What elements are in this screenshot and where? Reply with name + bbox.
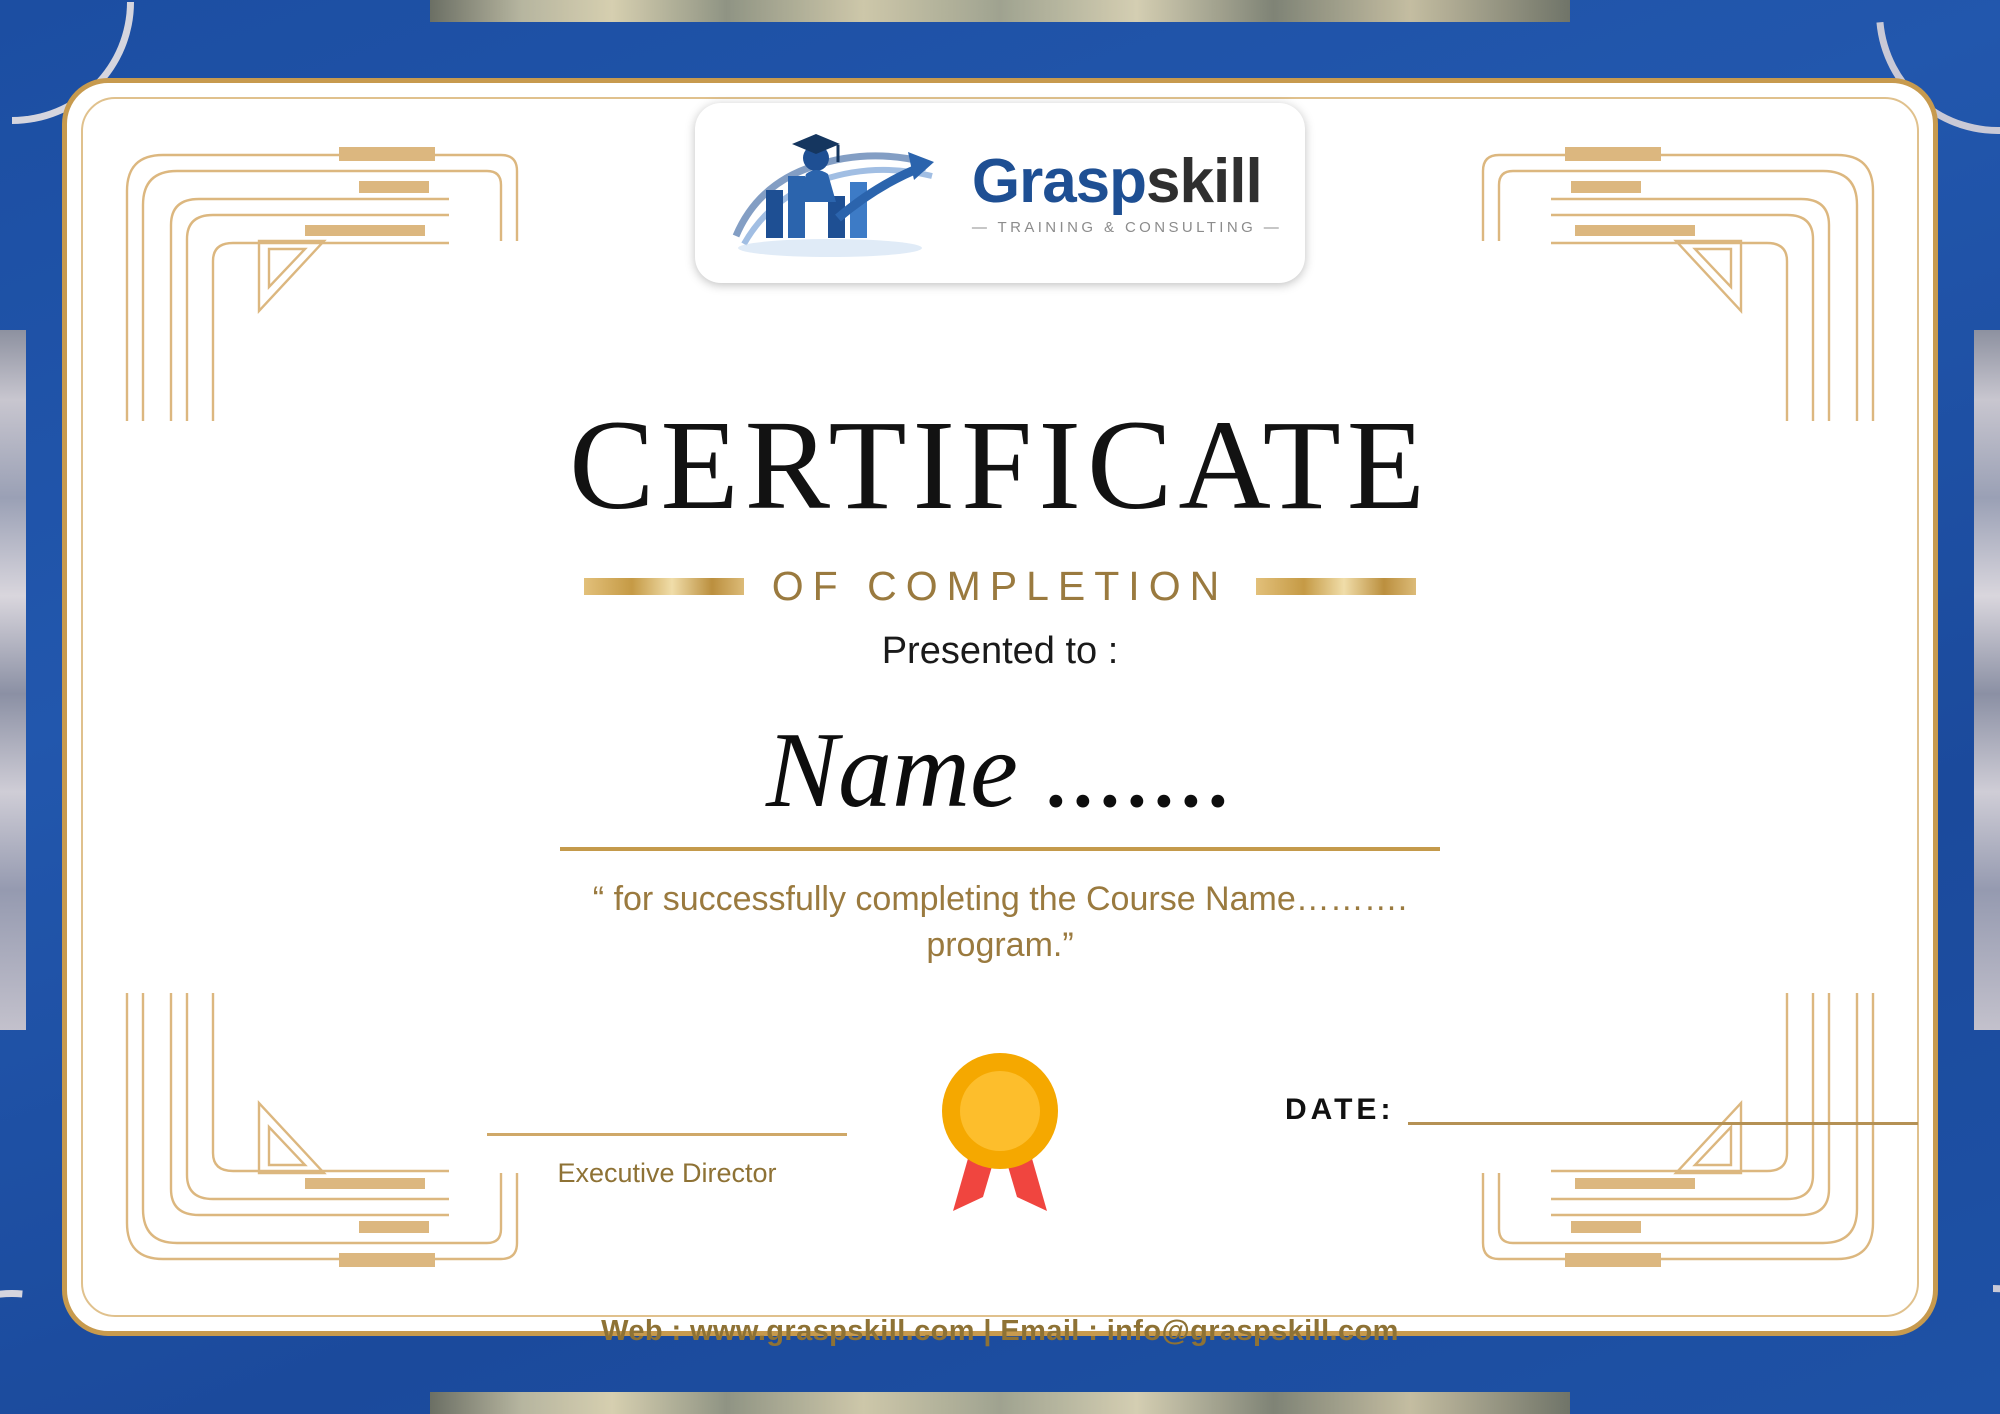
recipient-name: Name ....... — [766, 711, 1234, 830]
certificate-title: CERTIFICATE — [569, 394, 1431, 536]
signature-role-label: Executive Director — [557, 1158, 777, 1188]
ornament-bottom-left — [109, 963, 539, 1293]
contact-footer: Web : www.graspskill.com | Email : info@graspskill.com — [601, 1315, 1399, 1347]
date-line — [1408, 1122, 1918, 1125]
presented-to-label: Presented to : — [881, 630, 1119, 672]
course-completion-text: “ for successfully completing the Course Name………. program.” — [592, 880, 1408, 964]
date-label: DATE: — [1285, 1093, 1395, 1126]
subtitle-bar-left — [584, 578, 744, 595]
certificate-subtitle: OF COMPLETION — [771, 563, 1229, 609]
brand-name-first: Grasp — [971, 146, 1147, 216]
certificate-subtitle-row — [67, 563, 1933, 610]
left-foil-strip — [0, 330, 26, 1030]
certificate-body — [67, 83, 1933, 969]
signature-block — [487, 1133, 847, 1189]
award-ribbon-seal-icon — [925, 1043, 1075, 1223]
date-block — [1285, 1093, 1918, 1137]
bottom-foil-strip — [430, 1392, 1570, 1414]
certificate-card — [62, 78, 1938, 1347]
brand-name-second: skill — [1146, 146, 1262, 216]
brand-tagline: — TRAINING & CONSULTING — — [971, 218, 1283, 236]
right-foil-strip — [1974, 330, 2000, 1030]
subtitle-bar-right — [1256, 578, 1416, 595]
top-foil-strip — [430, 0, 1570, 22]
recipient-name-rule — [560, 847, 1440, 851]
signature-line — [487, 1133, 847, 1136]
